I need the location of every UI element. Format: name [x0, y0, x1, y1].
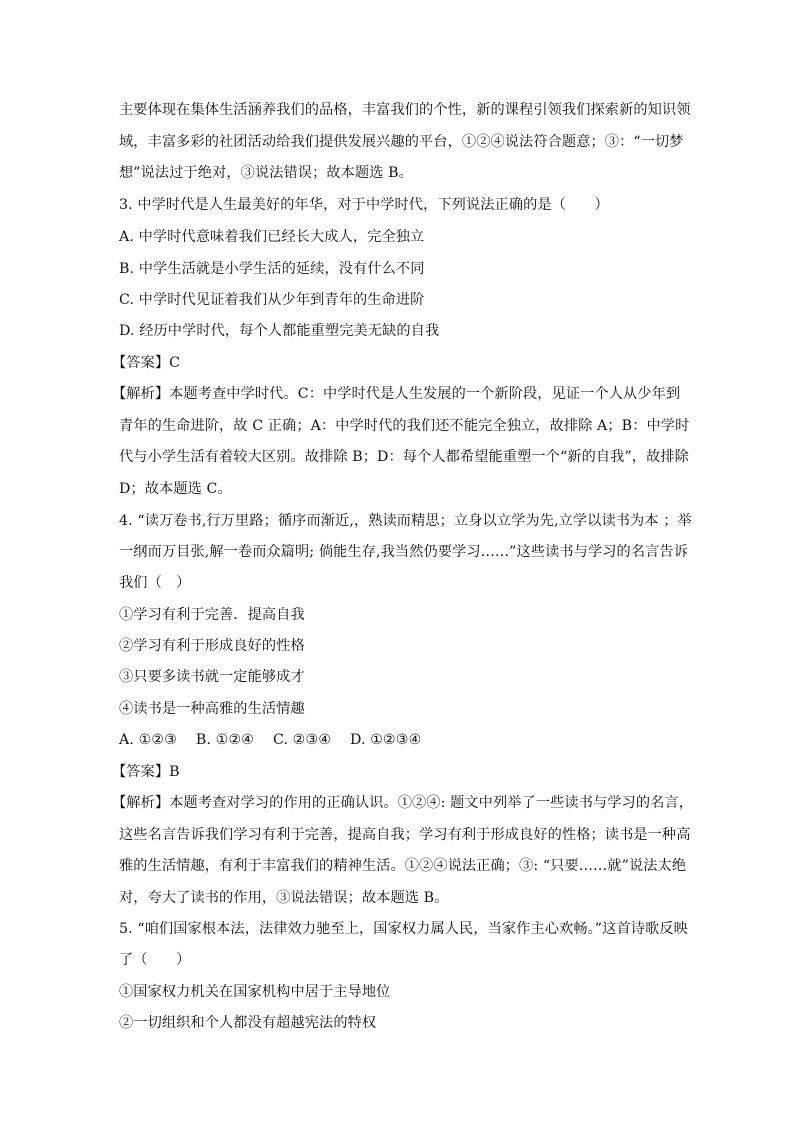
question-3-option-b: B. 中学生活就是小学生活的延续，没有什么不同 — [119, 261, 425, 277]
text-line: 青年的生命进阶，故 C 正确；A：中学时代的我们还不能完全独立，故排除 A；B：中学时 — [119, 418, 690, 434]
question-3-stem: 3. 中学时代是人生最美好的年华，对于中学时代，下列说法正确的是（ ） — [119, 197, 609, 213]
text-line: 雅的生活情趣，有利于丰富我们的精神生活。①②④说法正确；③: “只要……就”说法太绝 — [119, 858, 687, 874]
question-4-stem: 4. “读万卷书,行万里路；循序而渐近,，熟读而精思；立身以立学为先,立学以读书为本 ；举 — [119, 513, 692, 529]
question-4-analysis: 【解析】本题考查对学习的作用的正确认识。①②④: 题文中列举了一些读书与学习的名言， — [112, 795, 693, 811]
text-line: 代与小学生活有着较大区别。故排除 B；D：每个人都希望能重塑一个“新的自我”，故排除 — [119, 449, 689, 465]
question-4-statement-4: ④读书是一种高雅的生活情趣 — [119, 701, 305, 717]
question-4-statement-3: ③只要多读书就一定能够成才 — [119, 669, 305, 685]
question-3-option-a: A. 中学时代意味着我们已经长大成人，完全独立 — [119, 229, 425, 245]
question-3-option-d: D. 经历中学时代，每个人都能重塑完美无缺的自我 — [119, 323, 440, 339]
text-line: 主要体现在集体生活涵养我们的品格，丰富我们的个性，新的课程引领我们探索新的知识领 — [119, 102, 691, 118]
question-5-statement-1: ①国家权力机关在国家机构中居于主导地位 — [119, 984, 391, 1000]
question-3-analysis: 【解析】本题考查中学时代。C：中学时代是人生发展的一个新阶段，见证一个人从少年到 — [112, 386, 681, 402]
text-line: 对，夸大了读书的作用，③说法错误；故本题选 B。 — [119, 890, 449, 906]
question-5-stem: 5. “咱们国家根本法，法律效力驰至上，国家权力属人民，当家作主心欢畅。”这首诗歌反映 — [119, 921, 688, 937]
text-line: 域，丰富多彩的社团活动给我们提供发展兴趣的平台，①②④说法符合题意；③：“一切梦 — [119, 134, 684, 150]
text-line: 想”说法过于绝对，③说法错误；故本题选 B。 — [119, 165, 413, 181]
text-line: 了（ ） — [119, 952, 191, 968]
text-line: 这些名言告诉我们学习有利于完善，提高自我；学习有利于形成良好的性格；读书是一种高 — [119, 827, 691, 843]
question-5-statement-2: ②一切组织和个人都没有超越宪法的特权 — [119, 1015, 377, 1031]
question-4-statement-1: ①学习有利于完善．提高自我 — [119, 607, 305, 623]
question-3-option-c: C. 中学时代见证着我们从少年到青年的生命进阶 — [119, 292, 425, 308]
question-3-answer: 【答案】C — [112, 355, 181, 371]
question-4-answer: 【答案】B — [112, 764, 180, 780]
text-line: 我们（ ） — [119, 575, 191, 591]
text-line: D；故本题选 C。 — [119, 481, 232, 497]
question-4-options: A. ①②③ B. ①②④ C. ②③④ D. ①②③④ — [119, 732, 422, 748]
text-line: 一纲而万目张,解一卷而众篇明; 倘能生存,我当然仍要学习……”这些读书与学习的名言告诉 — [119, 544, 688, 560]
question-4-statement-2: ②学习有利于形成良好的性格 — [119, 638, 305, 654]
